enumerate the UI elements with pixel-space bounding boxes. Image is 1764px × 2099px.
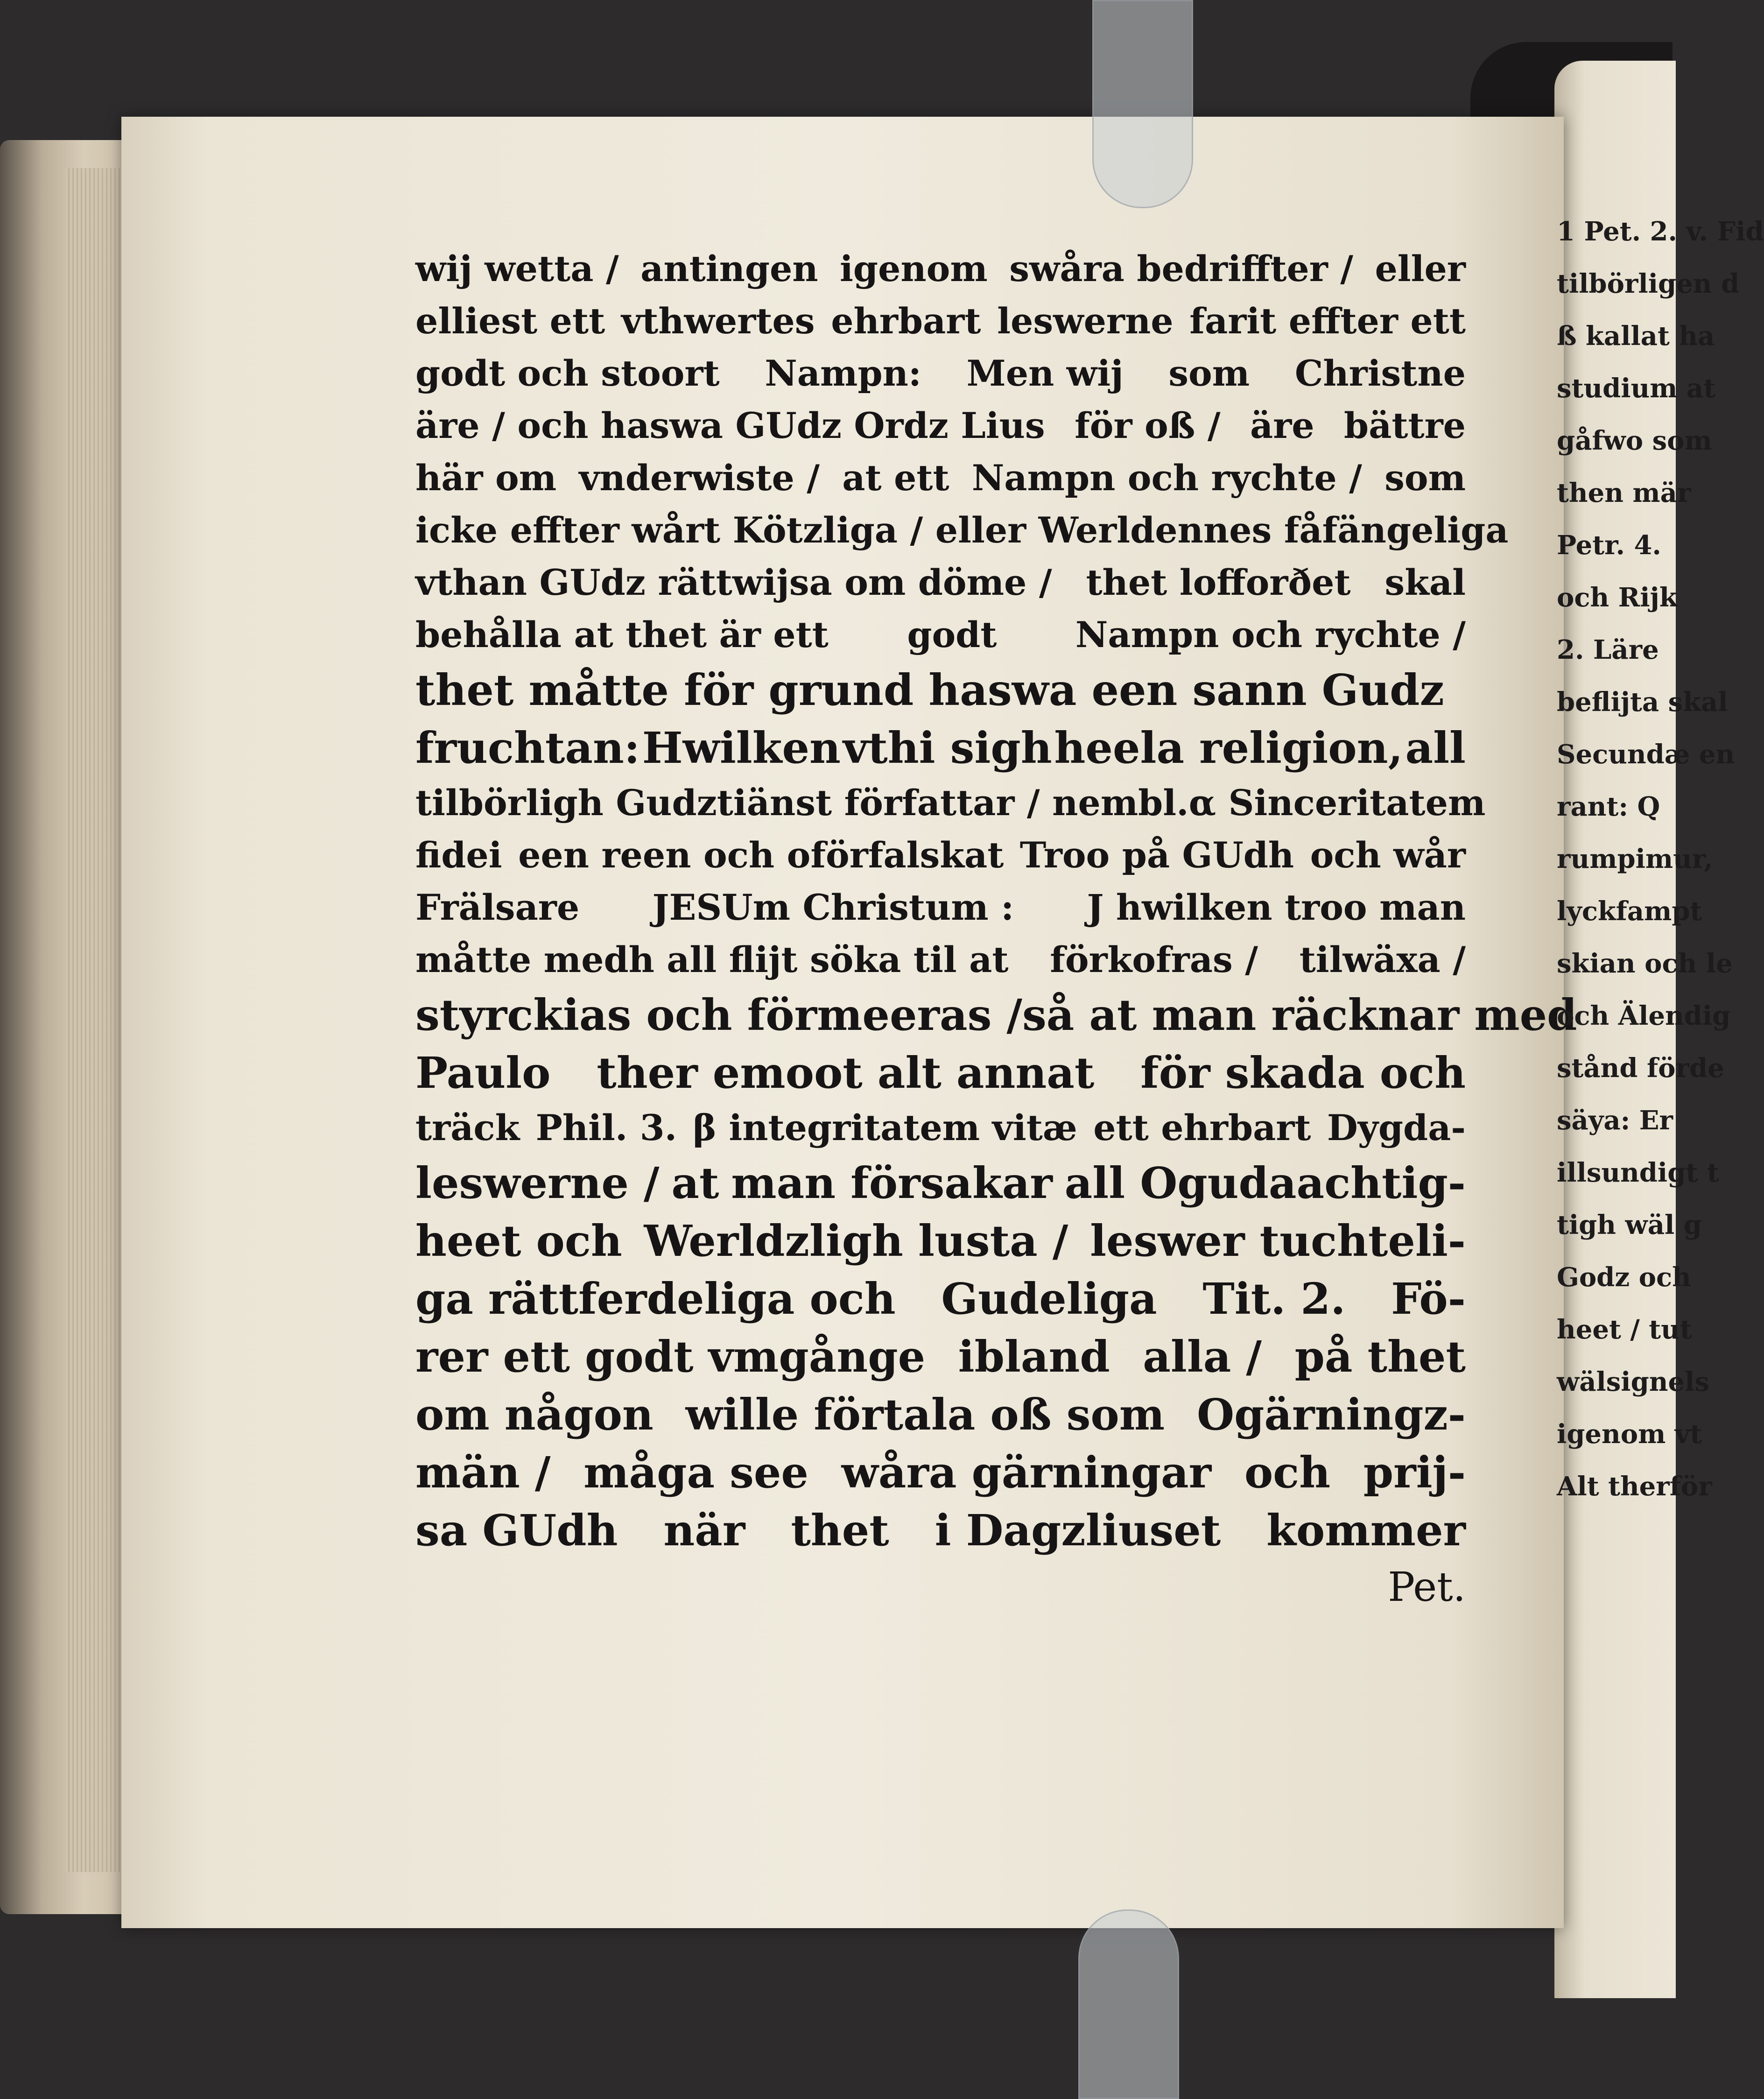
text-segment: Nampn och rychte / bbox=[971, 457, 1362, 499]
text-segment: i Dagzliuset bbox=[935, 1505, 1221, 1556]
right-page-line: illsundigt t bbox=[1557, 1157, 1719, 1188]
text-segment: Fö- bbox=[1391, 1274, 1466, 1324]
right-page-line: 2. Läre bbox=[1557, 634, 1659, 665]
right-page-line: beflijta skal bbox=[1557, 687, 1728, 718]
text-segment: thet bbox=[791, 1505, 889, 1556]
text-segment: heela religion, bbox=[1054, 723, 1403, 773]
text-segment: all bbox=[1405, 723, 1466, 773]
text-segment: Nampn: bbox=[765, 352, 921, 394]
text-segment: skal bbox=[1384, 562, 1466, 603]
text-segment: man försakar bbox=[731, 1158, 1053, 1208]
text-segment: män / bbox=[415, 1447, 551, 1498]
text-line bbox=[415, 1270, 1466, 1328]
text-segment: Ogärningz- bbox=[1196, 1389, 1466, 1440]
right-page-line: 1 Pet. 2. v. Fid bbox=[1557, 216, 1764, 247]
text-segment: vnderwiste / bbox=[579, 457, 820, 499]
right-page-line: skian och le bbox=[1557, 948, 1733, 979]
right-page-line: igenom vt bbox=[1557, 1419, 1702, 1450]
text-line bbox=[415, 1501, 1466, 1559]
text-line bbox=[415, 829, 1466, 881]
text-segment: wille förtala oß som bbox=[685, 1389, 1165, 1440]
text-segment: heet och bbox=[415, 1216, 622, 1266]
text-segment: äre / och haswa GUdz Ordz Lius bbox=[415, 405, 1045, 446]
text-segment: godt och stoort bbox=[415, 352, 720, 394]
catchword bbox=[415, 1559, 1466, 1615]
page-weight-top bbox=[1092, 0, 1193, 208]
text-segment: förkofras / bbox=[1050, 939, 1258, 980]
right-page-line: Secundæ en bbox=[1557, 739, 1735, 770]
text-line bbox=[415, 452, 1466, 504]
right-page-line: säya: Er bbox=[1557, 1105, 1673, 1136]
text-segment: leswer tuchteli- bbox=[1090, 1216, 1466, 1266]
right-page-line: tigh wäl g bbox=[1557, 1210, 1702, 1240]
text-segment: Nampn och rychte / bbox=[1075, 614, 1466, 655]
text-segment: Gudeliga bbox=[941, 1274, 1157, 1324]
text-segment: Hwilken bbox=[642, 723, 841, 773]
text-line bbox=[415, 1444, 1466, 1501]
text-segment: at bbox=[671, 1158, 719, 1208]
text-segment: på thet bbox=[1294, 1331, 1466, 1382]
text-line bbox=[415, 719, 1466, 777]
text-segment: thet lofforðet bbox=[1086, 562, 1351, 603]
right-page-line: rant: Q bbox=[1557, 791, 1660, 822]
text-line bbox=[415, 1328, 1466, 1386]
right-page-line: gåfwo som bbox=[1557, 425, 1712, 456]
text-segment: äre bbox=[1250, 405, 1314, 446]
text-line bbox=[415, 986, 1577, 1044]
text-segment: β integritatem vitæ bbox=[693, 1107, 1077, 1148]
text-segment: ibland bbox=[958, 1331, 1110, 1382]
right-page-line: Alt therför bbox=[1557, 1471, 1712, 1502]
text-segment: kommer bbox=[1266, 1505, 1466, 1556]
text-segment: wij wetta / bbox=[415, 248, 619, 289]
text-segment: vthi sigh bbox=[843, 723, 1052, 773]
text-segment: Paulo bbox=[415, 1048, 551, 1098]
text-segment: tilwäxa / bbox=[1299, 939, 1466, 980]
text-segment: här om bbox=[415, 457, 557, 499]
text-segment: så at man räcknar med bbox=[1022, 990, 1577, 1040]
text-segment: swåra bedriffter / bbox=[1009, 248, 1354, 289]
text-segment: ga rättferdeliga och bbox=[415, 1274, 896, 1324]
text-segment: thet måtte för grund haswa een sann Gudz bbox=[415, 665, 1444, 715]
text-segment: eller bbox=[1375, 248, 1466, 289]
text-segment: vthan GUdz rättwijsa om döme / bbox=[415, 562, 1052, 603]
text-line bbox=[415, 777, 1486, 829]
text-segment: när bbox=[663, 1505, 745, 1556]
text-segment: ehrbart bbox=[831, 300, 981, 342]
text-line bbox=[415, 556, 1466, 609]
right-page-line: heet / tut bbox=[1557, 1314, 1692, 1345]
text-segment: alla / bbox=[1143, 1331, 1262, 1382]
text-segment: prij- bbox=[1363, 1447, 1466, 1498]
text-line bbox=[415, 347, 1466, 400]
text-segment: at ett bbox=[842, 457, 949, 499]
right-page-margin-text bbox=[1557, 205, 1764, 1513]
text-segment: tilbörligh Gudztiänst författar / nembl. bbox=[415, 782, 1189, 824]
text-segment: elliest ett bbox=[415, 300, 605, 342]
text-segment: för skada och bbox=[1140, 1048, 1466, 1098]
text-segment: all Ogudaachtig- bbox=[1064, 1158, 1466, 1208]
text-line bbox=[415, 295, 1466, 347]
right-page-line: rumpimur, bbox=[1557, 844, 1713, 874]
text-segment: Tit. 2. bbox=[1202, 1274, 1346, 1324]
text-line bbox=[415, 661, 1466, 719]
text-segment: Phil. 3. bbox=[535, 1107, 677, 1148]
text-line bbox=[415, 1154, 1466, 1212]
page-weight-bottom bbox=[1078, 1909, 1179, 2099]
text-segment: igenom bbox=[840, 248, 988, 289]
text-segment: J hwilken troo man bbox=[1087, 887, 1466, 928]
right-page-line: och Älendig bbox=[1557, 1000, 1731, 1031]
text-segment: måtte medh all flijt söka til at bbox=[415, 939, 1009, 980]
text-segment: een reen och oförfalskat bbox=[518, 834, 1004, 876]
text-line bbox=[415, 1386, 1466, 1444]
right-page-line: Petr. 4. bbox=[1557, 530, 1661, 561]
text-segment: och wår bbox=[1310, 834, 1466, 876]
right-page-line: stånd förde bbox=[1557, 1053, 1724, 1084]
text-segment: Dygda- bbox=[1327, 1107, 1466, 1148]
text-line bbox=[415, 243, 1466, 295]
text-segment: fidei bbox=[415, 834, 502, 876]
text-segment: α Sinceritatem bbox=[1188, 782, 1486, 824]
text-segment: vthwertes bbox=[621, 300, 815, 342]
text-line bbox=[415, 934, 1466, 986]
text-segment: sa GUdh bbox=[415, 1505, 618, 1556]
text-segment: och bbox=[1244, 1447, 1331, 1498]
text-line bbox=[415, 609, 1466, 661]
text-segment: leswerne / bbox=[415, 1158, 660, 1208]
text-segment: som bbox=[1384, 457, 1466, 499]
text-segment: som bbox=[1168, 352, 1250, 394]
text-segment: fruchtan: bbox=[415, 723, 640, 773]
text-line bbox=[415, 504, 1509, 556]
text-segment: JESUm Christum : bbox=[652, 887, 1014, 928]
text-segment: träck bbox=[415, 1107, 520, 1148]
text-segment: Men wij bbox=[966, 352, 1124, 394]
text-segment: behålla at thet är ett bbox=[415, 614, 829, 655]
text-segment: rer ett godt vmgånge bbox=[415, 1331, 926, 1382]
text-segment: antingen bbox=[640, 248, 818, 289]
right-page-line: Godz och bbox=[1557, 1262, 1691, 1293]
right-page-line: lyckfampt bbox=[1557, 896, 1702, 927]
text-line bbox=[415, 881, 1466, 934]
text-line bbox=[415, 1044, 1466, 1102]
text-segment: för oß / bbox=[1075, 405, 1221, 446]
text-segment: Frälsare bbox=[415, 887, 580, 928]
text-segment: styrckias och förmeeras / bbox=[415, 990, 1022, 1040]
right-page-line: studium at bbox=[1557, 373, 1716, 404]
right-page-line: then mär bbox=[1557, 478, 1691, 508]
text-segment: ther emoot alt annat bbox=[597, 1048, 1095, 1098]
text-segment: wåra gärningar bbox=[841, 1447, 1212, 1498]
text-segment: Werldzligh lusta / bbox=[644, 1216, 1068, 1266]
text-segment: leswerne bbox=[997, 300, 1174, 342]
text-segment: bättre bbox=[1343, 405, 1466, 446]
text-segment: Christne bbox=[1294, 352, 1466, 394]
right-page-line: wälsignels bbox=[1557, 1366, 1709, 1397]
text-segment: icke effter wårt Kötzliga / eller Werldennes fåfängeliga bbox=[415, 509, 1509, 551]
right-page-line: ß kallat ha bbox=[1557, 321, 1715, 352]
text-segment: Troo på GUdh bbox=[1019, 834, 1294, 876]
text-segment: godt bbox=[907, 614, 997, 655]
text-segment: ett ehrbart bbox=[1093, 1107, 1311, 1148]
right-page-line: och Rijk bbox=[1557, 582, 1678, 613]
text-line bbox=[415, 400, 1466, 452]
text-segment: om någon bbox=[415, 1389, 654, 1440]
catchword-text: Pet. bbox=[1388, 1564, 1466, 1611]
text-line bbox=[415, 1212, 1466, 1270]
text-line bbox=[415, 1102, 1466, 1154]
text-segment: måga see bbox=[583, 1447, 808, 1498]
right-page-line: tilbörligen d bbox=[1557, 268, 1740, 299]
text-segment: farit effter ett bbox=[1189, 300, 1466, 342]
page-text bbox=[415, 243, 1577, 1615]
